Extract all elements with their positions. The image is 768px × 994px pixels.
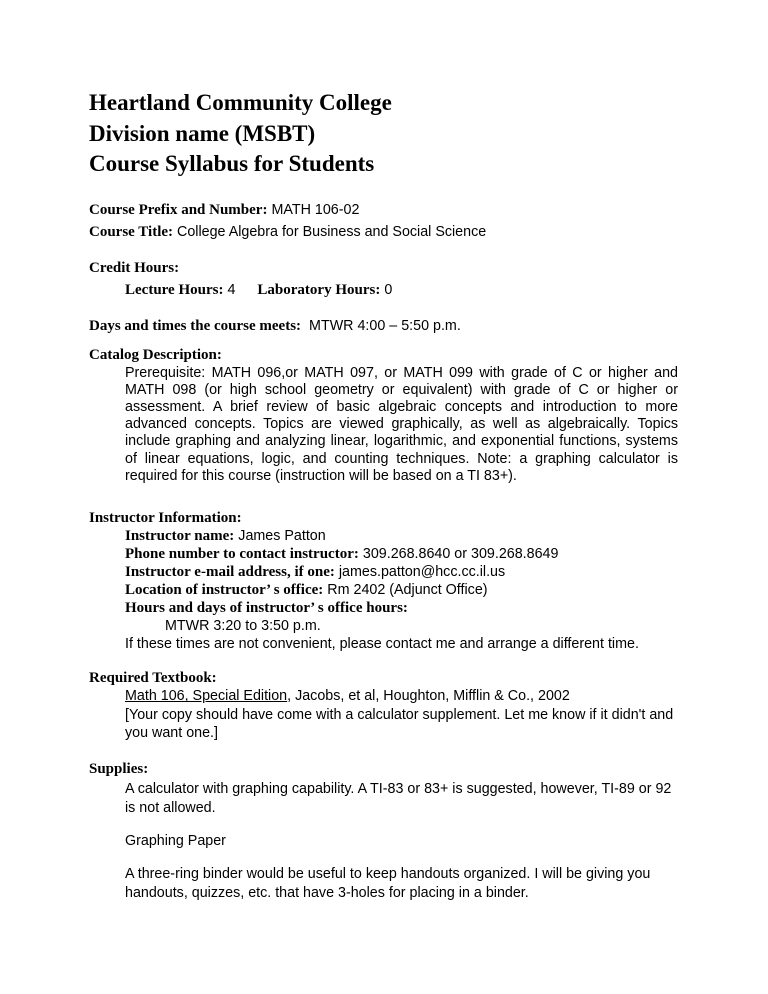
supplies-item-graphing-paper: Graphing Paper (125, 832, 226, 849)
textbook-title-underlined: Math 106, Special Edition (125, 688, 288, 705)
instructor-phone-value: 309.268.8640 or 309.268.8649 (362, 545, 559, 562)
title-syllabus: Course Syllabus for Students (89, 151, 375, 176)
instructor-info-section (89, 509, 678, 653)
instructor-name-line (125, 527, 678, 545)
instructor-name-value: James Patton (238, 527, 326, 544)
credit-hours-heading: Credit Hours: (89, 259, 180, 276)
required-textbook-heading: Required Textbook: (89, 669, 217, 686)
course-title-line (89, 221, 678, 243)
supplies-item-binder: A three-ring binder would be useful to keep handouts organized. I will be giving you handouts, quizzes, etc. that have 3-holes for placing in a binder. (125, 865, 651, 901)
instructor-office-line (125, 581, 678, 599)
credit-hours-line (125, 279, 678, 301)
instructor-office-hours-label: Hours and days of instructor’ s office hours: (125, 599, 408, 616)
course-prefix-value: MATH 106-02 (271, 201, 360, 218)
title-college: Heartland Community College (89, 90, 392, 115)
catalog-description-heading: Catalog Description: (89, 346, 222, 363)
instructor-name-label: Instructor name: (125, 527, 235, 544)
instructor-info-heading: Instructor Information: (89, 509, 242, 526)
instructor-office-value: Rm 2402 (Adjunct Office) (327, 581, 488, 598)
instructor-office-label: Location of instructor’ s office: (125, 581, 324, 598)
textbook-note: [Your copy should have come with a calculator supplement. Let me know if it didn't and you want one.] (125, 706, 674, 742)
lecture-hours-label: Lecture Hours: (125, 281, 224, 298)
meeting-times-value: MTWR 4:00 – 5:50 p.m. (309, 317, 461, 334)
instructor-office-hours-note: If these times are not convenient, please contact me and arrange a different time. (125, 635, 639, 652)
supplies-item-calculator: A calculator with graphing capability. A TI-83 or 83+ is suggested, however, TI-89 or 92 is not allowed. (125, 780, 672, 816)
meeting-times-line (89, 315, 678, 337)
lecture-hours-value: 4 (227, 281, 236, 298)
textbook-citation-line (125, 687, 678, 706)
meeting-times-label: Days and times the course meets: (89, 317, 302, 334)
supplies-section (89, 760, 678, 903)
course-prefix-line (89, 199, 678, 221)
laboratory-hours-value: 0 (384, 281, 393, 298)
instructor-email-label: Instructor e-mail address, if one: (125, 563, 335, 580)
document-title (89, 88, 678, 180)
course-title-value: College Algebra for Business and Social Science (177, 223, 487, 240)
instructor-phone-label: Phone number to contact instructor: (125, 545, 359, 562)
instructor-email-value: james.patton@hcc.cc.il.us (338, 563, 506, 580)
course-info-section (89, 199, 678, 243)
laboratory-hours-label: Laboratory Hours: (257, 281, 381, 298)
credit-hours-section (89, 257, 678, 301)
catalog-description-body: Prerequisite: MATH 096,or MATH 097, or MATH 099 with grade of C or higher and MATH 098 (or high school geometry or equivalent) with grade of C or higher or assessment. A brief review of basic algebraic concepts and introduction to more advanced concepts. Topics are viewed graphically, as well as algebraically. Topics include graphing and analyzing linear, logarithmic, and exponential functions, systems of linear equations, logic, and counting techniques. Note: a graphing calculator is required for this course (instruction will be based on a TI 83+). (125, 364, 678, 484)
textbook-citation-rest: , Jacobs, et al, Houghton, Mifflin & Co., 2002 (287, 688, 570, 705)
catalog-description-section (89, 347, 678, 485)
instructor-phone-line (125, 545, 678, 563)
supplies-heading: Supplies: (89, 760, 149, 777)
course-title-label: Course Title: (89, 223, 174, 240)
title-division: Division name (MSBT) (89, 120, 316, 146)
instructor-email-line (125, 563, 678, 581)
course-prefix-label: Course Prefix and Number: (89, 201, 268, 218)
instructor-office-hours-value: MTWR 3:20 to 3:50 p.m. (165, 617, 321, 634)
required-textbook-section (89, 669, 678, 743)
